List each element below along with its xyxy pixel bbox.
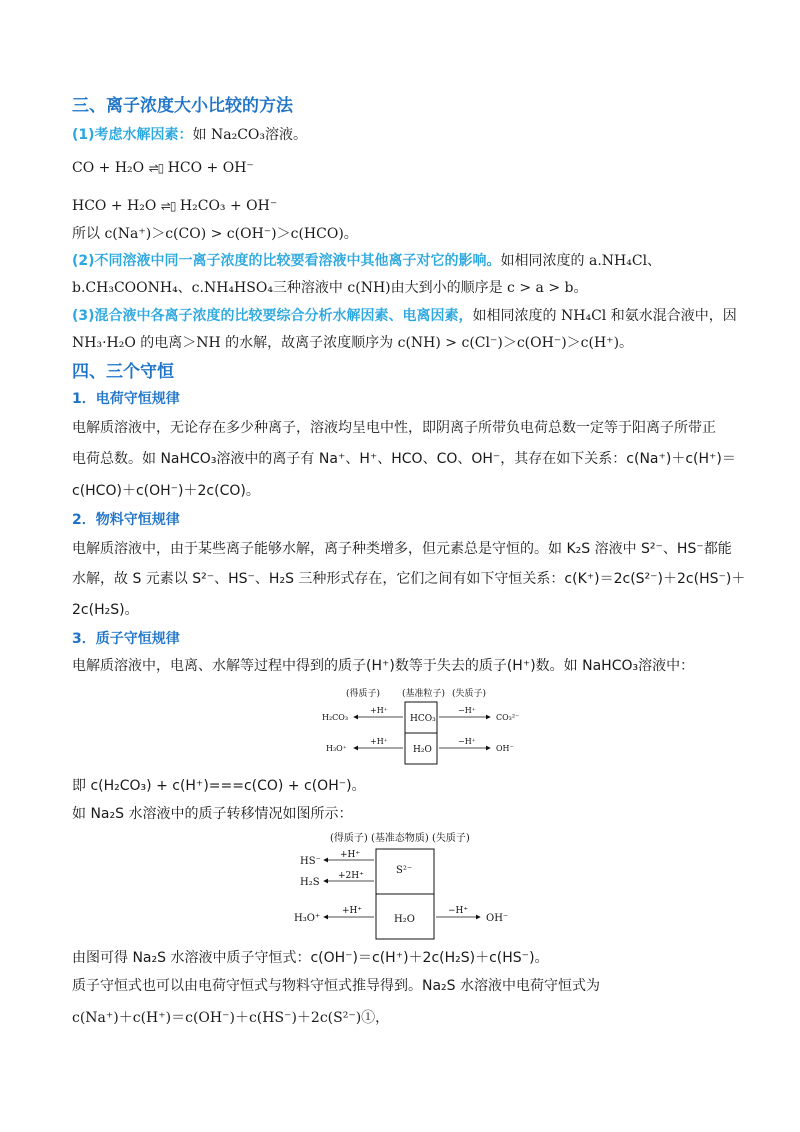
proton-conservation-line-1: 电解质溶液中，电离、水解等过程中得到的质子(H⁺)数等于失去的质子(H⁺)数。如 NaHCO₃溶液中： (72, 658, 695, 674)
material-conservation-line-1: 电解质溶液中，由于某些离子能够水解，离子种类增多，但元素总是守恒的。如 K₂S 溶液中 S²⁻、HS⁻都能 (72, 541, 732, 557)
ion-influence-heading: (2)不同溶液中同一离子浓度的比较要看溶液中其他离子对它的影响。 (72, 253, 501, 269)
section-3-title: 三、离子浓度大小比较的方法 (72, 96, 293, 116)
base-particle-label: (基准粒子) (402, 689, 446, 699)
na2s-h2o-label: H₂O (394, 914, 415, 925)
gain-h-top: +H⁺ (370, 706, 388, 715)
paragraph-mixed-solution-1 (72, 306, 737, 326)
h3o-label: H₃O⁺ (326, 744, 347, 753)
section-4-title: 四、三个守恒 (72, 362, 174, 382)
paragraph-hydrolysis (72, 125, 307, 145)
h2co3-label: H₂CO₃ (322, 713, 349, 722)
na2s-intro: 如 Na₂S 水溶液中的质子转移情况如图所示： (72, 806, 353, 822)
nahco3-proton-diagram (300, 682, 540, 770)
co3-label: CO₃²⁻ (496, 713, 520, 722)
na2s-proton-result: 由图可得 Na₂S 水溶液中质子守恒式：c(OH⁻)＝c(H⁺)＋2c(H₂S)＋c(HS⁻)。 (72, 950, 549, 966)
hs-label: HS⁻ (300, 856, 321, 867)
charge-conservation-line-3: c(HCO)＋c(OH⁻)＋2c(CO)。 (72, 483, 260, 499)
na2s-proton-diagram (290, 827, 530, 943)
derive-line: 质子守恒式也可以由电荷守恒式与物料守恒式推导得到。Na₂S 水溶液中电荷守恒式为 (72, 978, 600, 994)
ion-influence-text-2: b.CH₃COONH₄、c.NH₄HSO₄三种溶液中 c(NH)由大到小的顺序是 c > a > b。 (72, 280, 588, 296)
gain-proton-label: (得质子) (346, 689, 381, 699)
lose-h-bottom: −H⁺ (458, 737, 476, 746)
material-conservation-line-2: 水解，故 S 元素以 S²⁻、HS⁻、H₂S 三种形式存在，它们之间有如下守恒关系：c(K⁺)＝2c(S²⁻)＋2c(HS⁻)＋ (72, 571, 746, 587)
mixed-solution-text-2: NH₃·H₂O 的电离＞NH 的水解，故离子浓度顺序为 c(NH) > c(Cl⁻)＞c(OH⁻)＞c(H⁺)。 (72, 335, 634, 351)
material-conservation-line-3: 2c(H₂S)。 (72, 602, 139, 618)
lose-h-top: −H⁺ (458, 706, 476, 715)
hs-gain-label: +H⁺ (340, 850, 361, 860)
na2s-charge-equation: c(Na⁺)＋c(H⁺)＝c(OH⁻)＋c(HS⁻)＋2c(S²⁻)①， (72, 1010, 390, 1026)
hco3-label: HCO₃ (410, 714, 436, 724)
mixed-solution-heading: (3)混合液中各离子浓度的比较要综合分析水解因素、电离因素， (72, 308, 473, 324)
equation-1 (72, 158, 254, 178)
h3o-gain-label: +H⁺ (342, 906, 363, 916)
na2s-oh-label: OH⁻ (486, 913, 509, 924)
equation-2-right: H₂CO₃ + OH⁻ (179, 198, 278, 214)
h2s-label: H₂S (300, 877, 320, 888)
oh-lose-label: −H⁺ (448, 906, 469, 916)
h2o-label: H₂O (413, 745, 432, 755)
reversible-arrow-icon: ⇌▯ (160, 199, 176, 213)
charge-conservation-line-1: 电解质溶液中，无论存在多少种离子，溶液均呈电中性，即阴离子所带负电荷总数一定等于阳离子所带正 (72, 420, 716, 436)
proton-conservation-heading: 3．质子守恒规律 (72, 631, 180, 647)
s2-label: S²⁻ (396, 865, 413, 876)
charge-conservation-heading: 1．电荷守恒规律 (72, 391, 180, 407)
material-conservation-heading: 2．物料守恒规律 (72, 512, 180, 528)
na2s-diagram-header: (得质子) (基准态物质) (失质子) (330, 833, 470, 844)
lose-proton-label: (失质子) (452, 689, 487, 699)
hydrolysis-conclusion: 所以 c(Na⁺)＞c(CO) > c(OH⁻)＞c(HCO)。 (72, 226, 358, 242)
hydrolysis-heading: (1)考虑水解因素： (72, 127, 193, 143)
equation-1-left: CO + H₂O (72, 160, 145, 176)
charge-conservation-line-2: 电荷总数。如 NaHCO₃溶液中的离子有 Na⁺、H⁺、HCO、CO、OH⁻，其存在如下关系：c(Na⁺)＋c(H⁺)＝ (72, 451, 736, 467)
oh-label: OH⁻ (496, 744, 514, 753)
reversible-arrow-icon: ⇌▯ (148, 161, 164, 175)
equation-2-left: HCO + H₂O (72, 198, 157, 214)
ion-influence-text-1: 如相同浓度的 a.NH₄Cl、 (500, 253, 662, 269)
gain-h-bottom: +H⁺ (370, 737, 388, 746)
paragraph-ion-influence-1 (72, 251, 661, 271)
h2s-gain-label: +2H⁺ (338, 871, 364, 881)
mixed-solution-text-1: 如相同浓度的 NH₄Cl 和氨水混合液中，因 (472, 308, 737, 324)
equation-1-right: HCO + OH⁻ (167, 160, 254, 176)
equation-2 (72, 196, 277, 216)
nahco3-proton-equation: 即 c(H₂CO₃) + c(H⁺)===c(CO) + c(OH⁻)。 (72, 778, 366, 794)
na2s-h3o-label: H₃O⁺ (294, 913, 321, 924)
hydrolysis-example: 如 Na₂CO₃溶液。 (192, 127, 308, 143)
